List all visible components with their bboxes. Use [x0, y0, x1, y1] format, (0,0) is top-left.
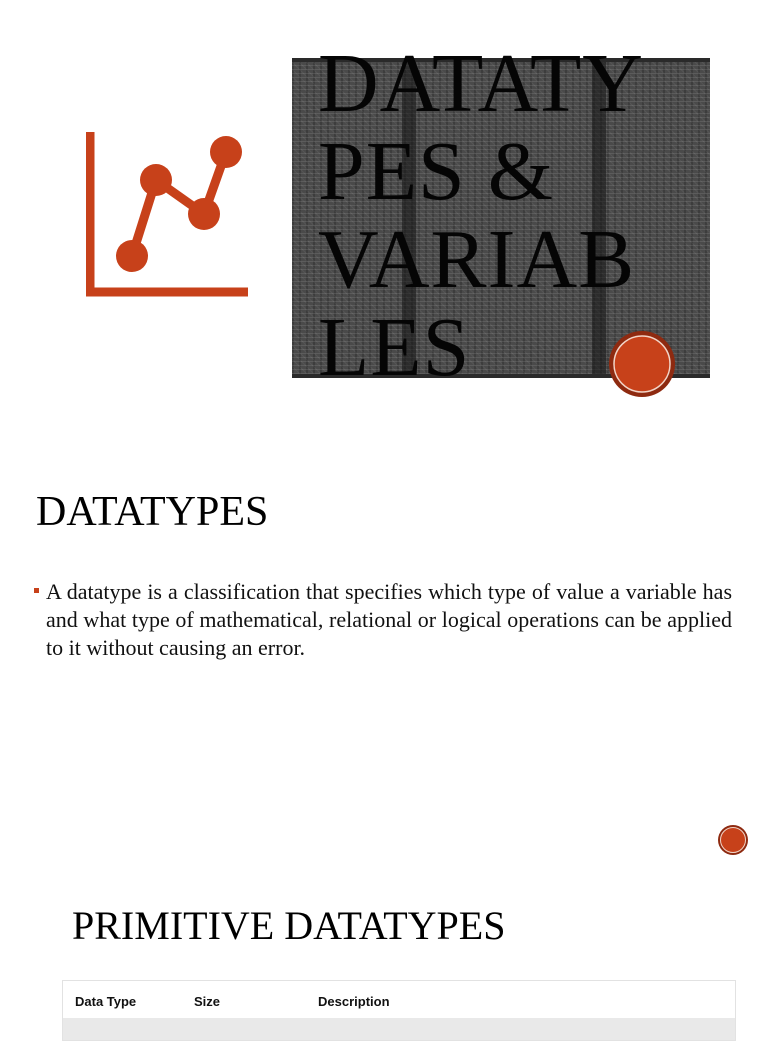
chart-point-4	[210, 136, 242, 168]
chart-point-2	[140, 164, 172, 196]
column-header-description: Description	[306, 981, 736, 1019]
table-cell	[63, 1018, 183, 1041]
bullet-text: A datatype is a classification that specifies which type of value a variable has and what type of mathematical, relational or logical operations can be applied to it without causing an error.	[46, 579, 732, 660]
datatypes-heading: DATATYPES	[36, 489, 269, 535]
datatypes-table	[62, 980, 736, 1041]
primitive-datatypes-heading: PRIMITIVE DATATYPES	[72, 903, 506, 948]
primitive-datatypes-slide	[0, 880, 768, 1024]
decorative-circle-icon	[608, 330, 676, 398]
slide-title: DATATY PES & VARIAB LES	[318, 37, 644, 394]
table-cell	[306, 1018, 736, 1041]
title-slide	[0, 0, 768, 420]
chart-point-3	[188, 198, 220, 230]
table-header-row	[63, 981, 736, 1019]
chart-point-1	[116, 240, 148, 272]
table-cell	[182, 1018, 306, 1041]
datatypes-slide	[0, 440, 768, 860]
square-bullet-icon	[34, 588, 39, 593]
column-header-size: Size	[182, 981, 306, 1019]
bullet-item	[34, 578, 732, 662]
table-row	[63, 1018, 736, 1041]
decorative-circle-icon	[717, 824, 749, 856]
column-header-data-type: Data Type	[63, 981, 183, 1019]
line-chart-icon	[86, 128, 252, 298]
